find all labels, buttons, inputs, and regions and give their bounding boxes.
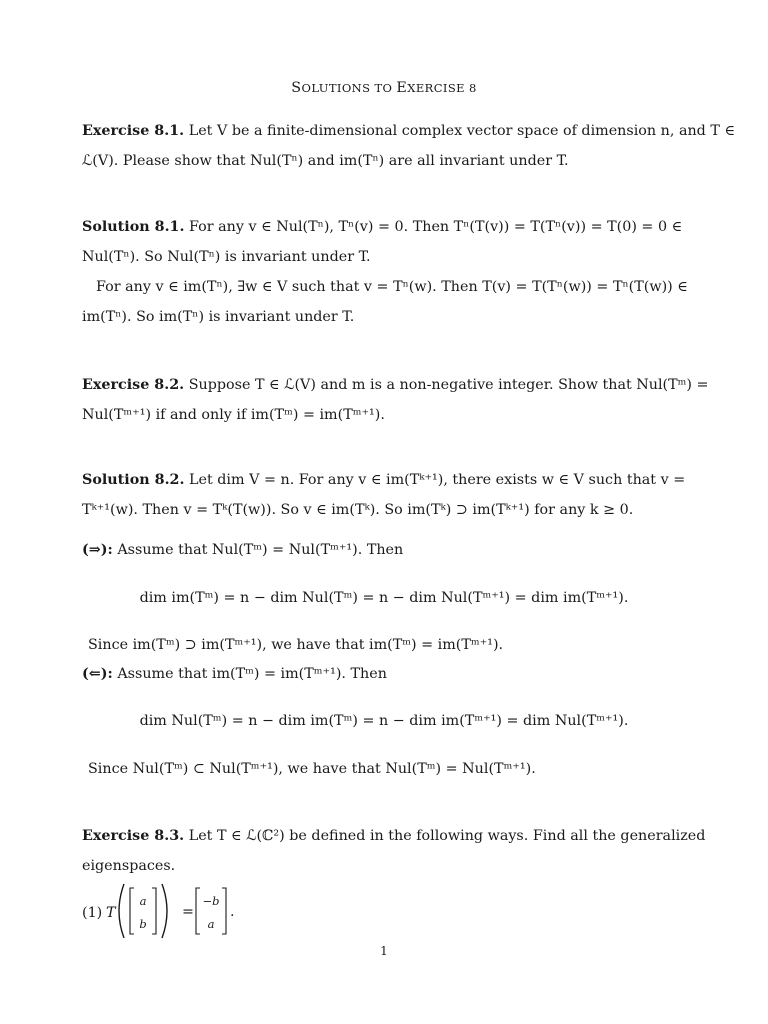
result-left-bracket-icon bbox=[196, 888, 200, 934]
item-label: (1) bbox=[82, 905, 103, 921]
exercise-8-1-cont: ℒ(V). Please show that Nul(Tⁿ) and im(Tⁿ) are all invariant under T. bbox=[82, 153, 569, 169]
forward-direction: (⇒): Assume that Nul(Tᵐ) = Nul(Tᵐ⁺¹). Then bbox=[82, 542, 404, 558]
result-entry-bottom: a bbox=[207, 917, 215, 931]
solution-8-1-line4: im(Tⁿ). So im(Tⁿ) is invariant under T. bbox=[82, 309, 355, 325]
page-number: 1 bbox=[380, 944, 388, 958]
equals-sign: = bbox=[182, 904, 194, 920]
period: . bbox=[230, 904, 235, 920]
matrix-equation-svg bbox=[82, 880, 282, 942]
operator-T: T bbox=[106, 905, 116, 921]
vector-entry-a: a bbox=[139, 894, 147, 908]
right-paren-icon bbox=[162, 884, 167, 938]
exercise-8-2-cont: Nul(Tᵐ⁺¹) if and only if im(Tᵐ) = im(Tᵐ⁺¹). bbox=[82, 407, 385, 423]
exercise-8-1: Exercise 8.1. Let V be a finite-dimensional complex vector space of dimension n, and T ∈ bbox=[82, 123, 736, 139]
exercise-8-2: Exercise 8.2. Suppose T ∈ ℒ(V) and m is a non-negative integer. Show that Nul(Tᵐ) = bbox=[82, 377, 709, 393]
vector-entry-b: b bbox=[139, 917, 147, 931]
input-left-bracket-icon bbox=[130, 888, 134, 934]
result-right-bracket-icon bbox=[222, 888, 226, 934]
solution-8-1-line3: For any v ∈ im(Tⁿ), ∃w ∈ V such that v = Tⁿ(w). Then T(v) = T(Tⁿ(w)) = Tⁿ(T(w)) ∈ bbox=[96, 279, 688, 295]
solution-8-1-line2: Nul(Tⁿ). So Nul(Tⁿ) is invariant under T. bbox=[82, 249, 371, 265]
exercise-8-3: Exercise 8.3. Let T ∈ ℒ(ℂ²) be defined in the following ways. Find all the generalized bbox=[82, 828, 706, 844]
backward-conclusion: Since Nul(Tᵐ) ⊂ Nul(Tᵐ⁺¹), we have that Nul(Tᵐ) = Nul(Tᵐ⁺¹). bbox=[88, 761, 536, 777]
solution-8-2: Solution 8.2. Let dim V = n. For any v ∈ im(Tᵏ⁺¹), there exists w ∈ V such that v = bbox=[82, 472, 686, 488]
forward-conclusion: Since im(Tᵐ) ⊃ im(Tᵐ⁺¹), we have that im(Tᵐ) = im(Tᵐ⁺¹). bbox=[88, 637, 504, 653]
backward-direction: (⇐): Assume that im(Tᵐ) = im(Tᵐ⁺¹). Then bbox=[82, 666, 387, 682]
forward-equation: dim im(Tᵐ) = n − dim Nul(Tᵐ) = n − dim Nul(Tᵐ⁺¹) = dim im(Tᵐ⁺¹). bbox=[139, 590, 629, 606]
solution-8-1: Solution 8.1. For any v ∈ Nul(Tⁿ), Tⁿ(v) = 0. Then Tⁿ(T(v)) = T(Tⁿ(v)) = T(0) = 0 ∈ bbox=[82, 219, 683, 235]
backward-equation: dim Nul(Tᵐ) = n − dim im(Tᵐ) = n − dim im(Tᵐ⁺¹) = dim Nul(Tᵐ⁺¹). bbox=[139, 713, 629, 729]
matrix-equation bbox=[82, 880, 282, 942]
left-paren-icon bbox=[119, 884, 124, 938]
page-title: SOLUTIONS TO EXERCISE 8 bbox=[291, 80, 477, 96]
exercise-8-3-cont: eigenspaces. bbox=[82, 858, 176, 874]
solution-8-2-line2: Tᵏ⁺¹(w). Then v = Tᵏ(T(w)). So v ∈ im(Tᵏ). So im(Tᵏ) ⊃ im(Tᵏ⁺¹) for any k ≥ 0. bbox=[82, 502, 634, 518]
input-right-bracket-icon bbox=[152, 888, 156, 934]
result-entry-top: −b bbox=[202, 894, 220, 908]
